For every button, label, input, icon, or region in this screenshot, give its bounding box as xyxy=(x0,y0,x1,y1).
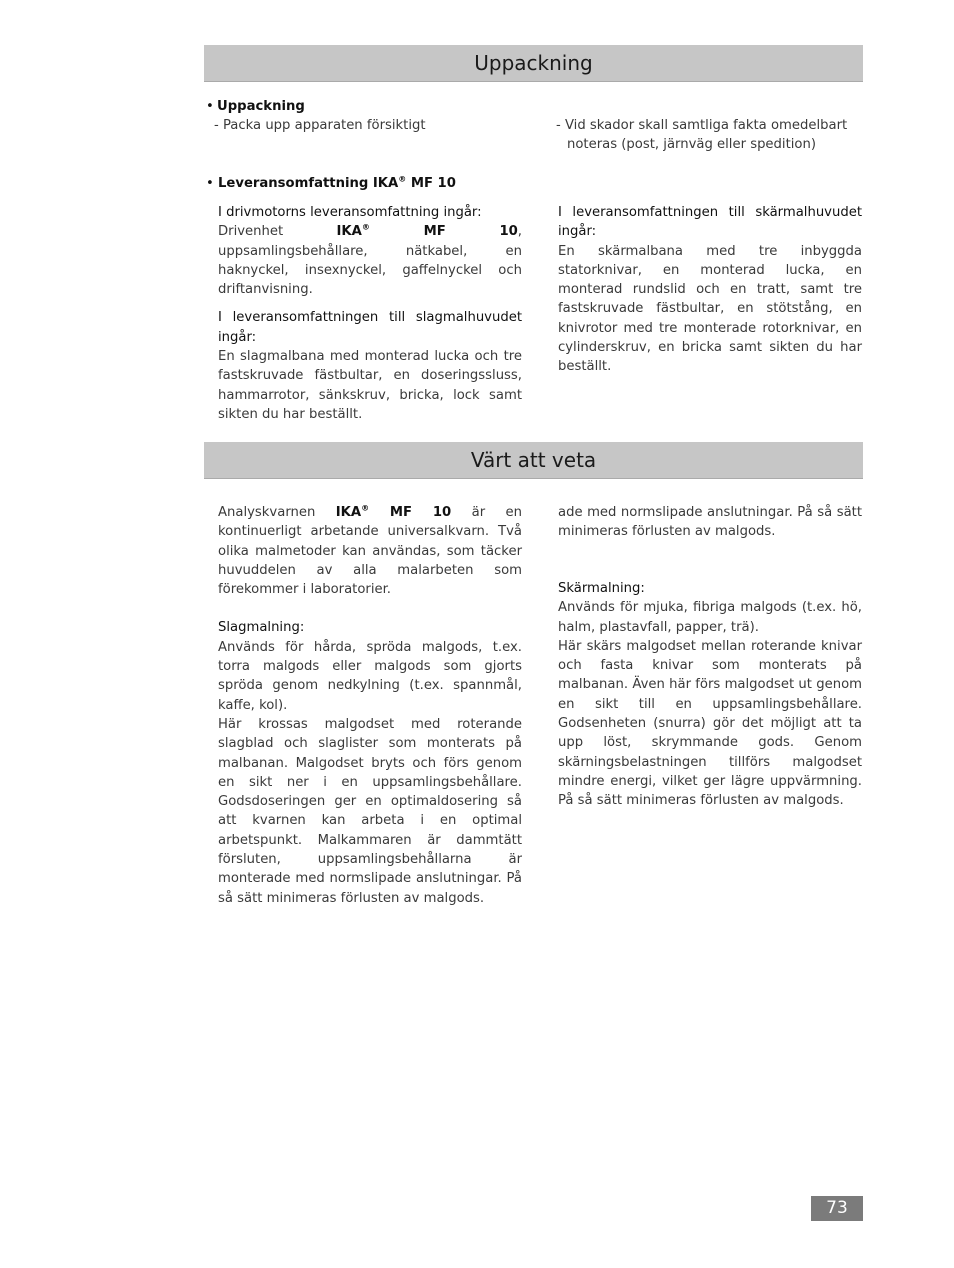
model: MF 10 xyxy=(369,224,518,240)
page-number: 73 xyxy=(811,1196,863,1221)
right-column-continuation xyxy=(558,503,862,542)
item-heading-leveransomfattning xyxy=(218,174,538,193)
brand: IKA xyxy=(336,224,362,240)
text: är en kontinuerligt arbetande universalkvarn. Två olika malmetoder kan användas, som täcker huvuddelen av alla malarbeten som förekommer i laboratorier. xyxy=(218,505,522,598)
impact-paragraph-1: Används för hårda, spröda malgods, t.ex. torra malgods eller malgods som gjorts spröda genom nedkylning (t.ex. spannmål, kaffe, kol). xyxy=(218,639,522,713)
heading-model: MF 10 xyxy=(406,176,456,191)
cutting-scope-block xyxy=(558,203,862,377)
impact-paragraph-2: Här krossas malgodset med roterande slagblad och slaglister som monterats på malbanan. Malgodset bryts och förs genom en sikt ner i en uppsamlingsbehållare. Godsdoseringen ger en optimaldosering så att kvarnen kan arbeta i en optimal arbetspunkt. Malkammaren är dammtätt försluten, uppsamlingsbehållarna är monterade med normslipade anslutningar. På så sätt minimeras förlusten av malgods. xyxy=(218,716,522,906)
left-column xyxy=(218,503,522,908)
unpack-instruction: - Packa upp apparaten försiktigt xyxy=(214,118,426,133)
brand: IKA xyxy=(335,505,362,520)
hammer-scope-text: En slagmalbana med monterad lucka och tre fastskruvade fästbultar, en doseringssluss, hammarrotor, sänkskruv, bricka, lock samt sikten du har beställt. xyxy=(218,349,522,422)
heading-text: Leveransomfattning IKA xyxy=(218,176,399,191)
cutting-scope-text: En skärmalbana med tre inbyggda statorknivar, en monterad lucka, en monterad rundslid och en tratt, samt tre fastskruvade fästbultar, en stötstång, en knivrotor med tre monterade rotorknivar, en cylinderskruv, en bricka samt sikten du har beställt. xyxy=(558,243,862,375)
damage-instruction: - Vid skador skall samtliga fakta omedelbart noteras (post, järnväg eller spedition) xyxy=(556,118,848,153)
intro-paragraph xyxy=(218,503,522,599)
cutting-section xyxy=(558,579,862,811)
section-title: Värt att veta xyxy=(470,448,597,472)
motor-scope-block xyxy=(218,203,522,424)
text: Analyskvarnen xyxy=(218,505,336,520)
model: MF 10 xyxy=(369,505,452,520)
motor-scope-heading: I drivmotorns leveransomfattning ingår: xyxy=(218,205,482,220)
section-header-vart-att-veta xyxy=(204,442,863,479)
impact-paragraph-2-continued: ade med normslipade anslutningar. På så sätt minimeras förlusten av malgods. xyxy=(558,505,862,540)
registered-mark: ® xyxy=(398,174,407,184)
section-header-uppackning xyxy=(204,45,863,82)
bullet: • xyxy=(206,99,214,114)
registered-mark: ® xyxy=(361,503,370,513)
text: , uppsamlingsbehållare, nätkabel, en haknyckel, insexnyckel, gaffelnyckel och driftanvisning. xyxy=(218,224,522,298)
section-title: Uppackning xyxy=(474,51,593,75)
cutting-heading: Skärmalning: xyxy=(558,581,645,596)
bullet: • xyxy=(206,176,214,191)
item-heading-uppackning: Uppackning xyxy=(217,99,305,114)
motor-scope-text xyxy=(218,222,522,299)
cutting-paragraph-1: Används för mjuka, fibriga malgods (t.ex. hö, halm, plastavfall, papper, trä). xyxy=(558,600,862,635)
registered-mark: ® xyxy=(361,222,370,232)
hammer-scope-heading: I leveransomfattningen till slagmalhuvudet ingår: xyxy=(218,310,522,345)
cutting-scope-heading: I leveransomfattningen till skärmalhuvudet ingår: xyxy=(558,205,862,240)
text: Drivenhet xyxy=(218,224,337,240)
impact-heading: Slagmalning: xyxy=(218,620,305,636)
cutting-paragraph-2: Här skärs malgodset mellan roterande knivar och fasta knivar som monterats på malbanan. Även här förs malgodset ut genom en sikt till en uppsamlingsbehållare. Godsenheten (snurra) gör det möjligt att ta upp löst, skrymmande gods. Genom skärningsbelastningen tillförs malgodset mindre energi, vilket ger lägre uppvärmning. På så sätt minimeras förlusten av malgods. xyxy=(558,638,862,809)
